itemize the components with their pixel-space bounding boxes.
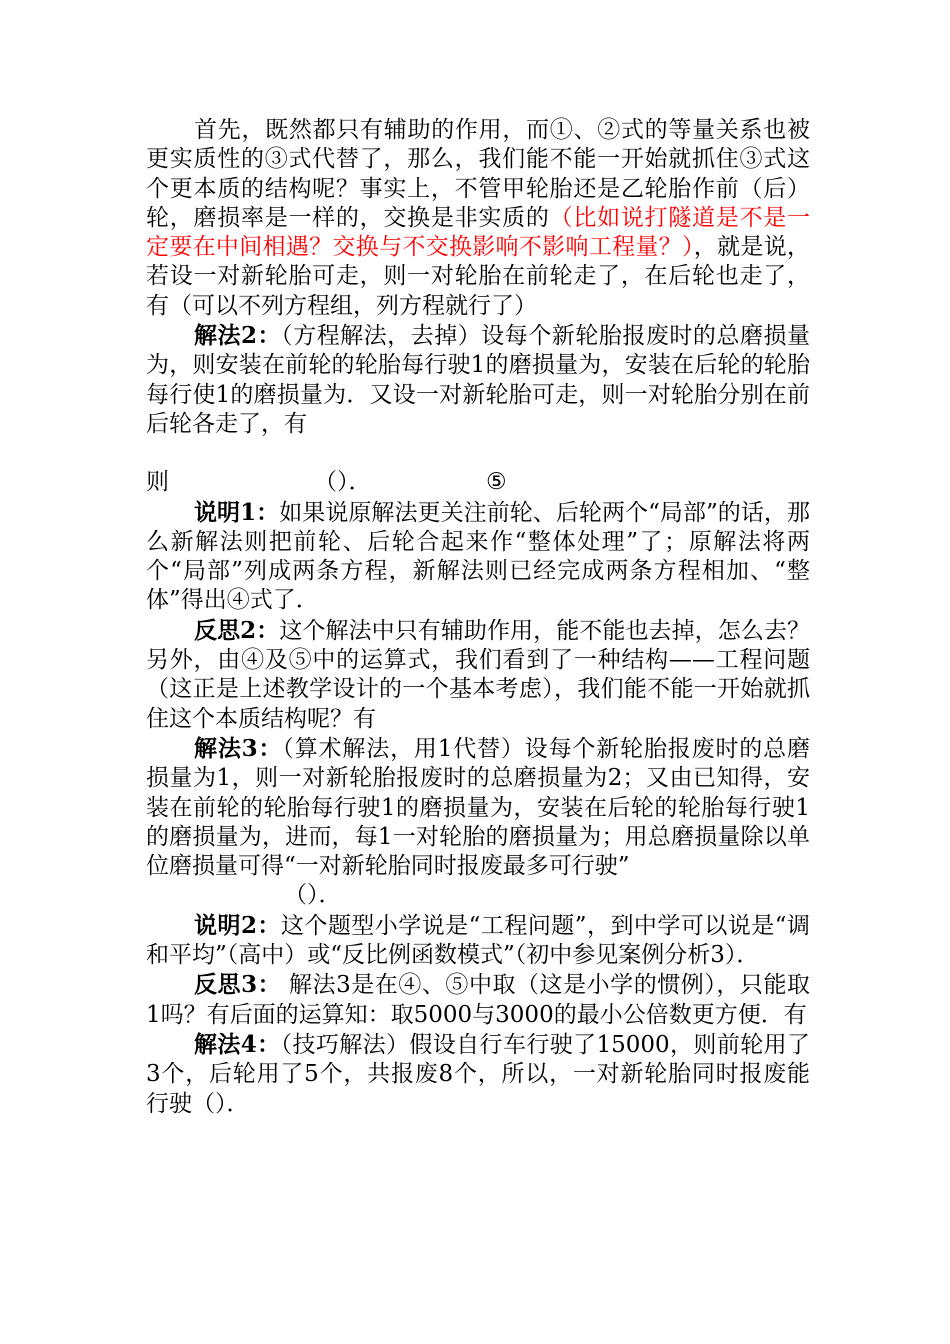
paragraph-solution-3 [146, 734, 810, 881]
note-2-label: 说明2： [194, 911, 281, 939]
paragraph-reflection-3 [146, 970, 810, 1030]
solution-3-text: （算术解法，用1代替）设每个新轮胎报废时的总磨损量为1，则一对新轮胎报废时的总磨损量为2；又由已知得，安装在前轮的轮胎每行驶1的磨损量为，安装在后轮的轮胎每行驶1的磨损量为，进而，每1一对轮胎的磨损量为；用总磨损量除以单位磨损量可得“一对新轮胎同时报废最多可行驶” [146, 735, 810, 880]
note-1-label: 说明1： [194, 498, 280, 526]
solution-2-text: （方程解法，去掉）设每个新轮胎报废时的总磨损量为，则安装在前轮的轮胎每行驶1的磨损量为，安装在后轮的轮胎每行使1的磨损量为．又设一对新轮胎可走，则一对轮胎分别在前后轮各走了，有 [146, 323, 810, 437]
solution-4-label: 解法4： [194, 1030, 281, 1058]
intro-text-before: 首先，既然都只有辅助的作用，而①、②式的等量关系也被更实质性的③式代替了，那么，我们能不能一开始就抓住③式这个更本质的结构呢？事实上，不管甲轮胎还是乙轮胎作前（后）轮，磨损率是一样的，交换是非实质的 [146, 117, 810, 231]
reflection-3-label: 反思3： [194, 971, 282, 999]
reflection-2-label: 反思2： [194, 616, 280, 644]
solution-3-paren: （）． [284, 882, 342, 909]
document-body [146, 116, 810, 1119]
paragraph-reflection-2 [146, 616, 810, 734]
ze-word: 则 [146, 469, 169, 496]
solution-3-label: 解法3： [194, 734, 283, 762]
formula-line-solution-3 [146, 881, 810, 910]
note-2-text: 这个题型小学说是“工程问题”，到中学可以说是“调和平均”（高中）或“反比例函数模式”（初中参见案例分析3）． [146, 912, 810, 969]
formula-5-number: ⑤ [486, 469, 507, 496]
formula-line-5 [146, 468, 810, 497]
paragraph-solution-4 [146, 1030, 810, 1119]
solution-2-label: 解法2： [194, 322, 282, 350]
paragraph-solution-2 [146, 321, 810, 439]
intro-text-after: ，就是说，若设一对新轮胎可走，则一对轮胎在前轮走了，在后轮也走了，有（可以不列方程组，列方程就行了） [146, 234, 811, 319]
paragraph-intro [146, 116, 810, 321]
note-1-text: 如果说原解法更关注前轮、后轮两个“局部”的话，那么新解法则把前轮、后轮合起来作“整体处理”了；原解法将两个“局部”列成两条方程，新解法则已经完成两条方程相加、“整体”得出④式了． [146, 499, 810, 614]
intro-red-example: （比如说打隧道是不是一定要在中间相遇？交换与不交换影响不影响工程量？） [146, 204, 811, 261]
formula-gap [146, 439, 810, 468]
solution-4-text: （技巧解法）假设自行车行驶了15000，则前轮用了3个，后轮用了5个，共报废8个，所以，一对新轮胎同时报废能行驶（）． [146, 1031, 810, 1117]
paragraph-note-1 [146, 498, 810, 616]
reflection-2-text: 这个解法中只有辅助作用，能不能也去掉，怎么去？另外，由④及⑤中的运算式，我们看到了一种结构——工程问题（这正是上述教学设计的一个基本考虑），我们能不能一开始就抓住这个本质结构呢？有 [146, 617, 810, 732]
reflection-3-text: 解法3是在④、⑤中取（这是小学的惯例），只能取1吗？有后面的运算知：取5000与3000的最小公倍数更方便．有 [146, 972, 810, 1028]
formula-5-paren: （）． [314, 469, 372, 496]
paragraph-note-2 [146, 911, 810, 971]
